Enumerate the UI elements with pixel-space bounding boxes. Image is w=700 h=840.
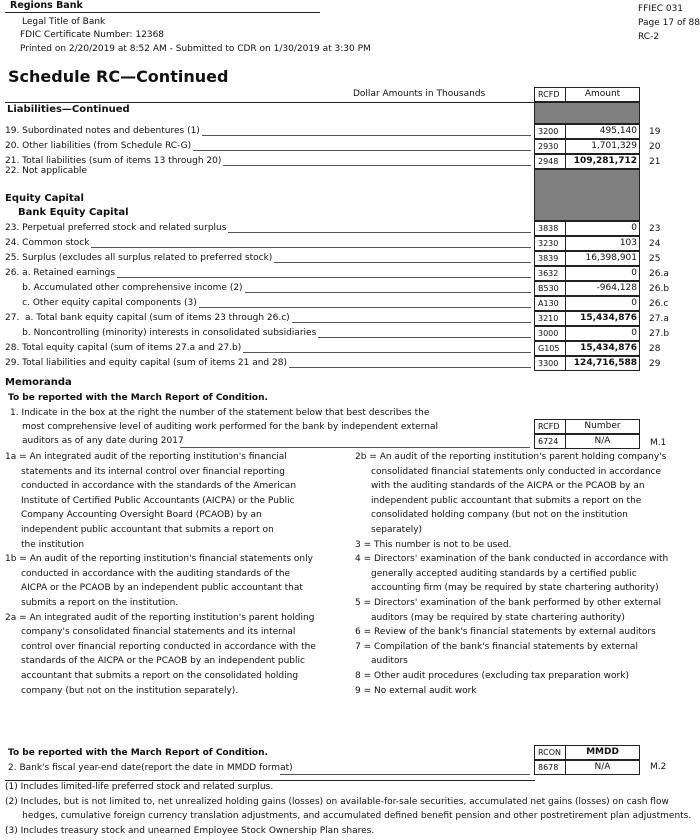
table-row: [0, 356, 700, 371]
option-text: standards of the AICPA or the PCAOB by an independent public: [21, 656, 305, 667]
option-text: company (but not on the institution separately).: [21, 685, 239, 696]
row-label: b. Noncontrolling (minority) interests in consolidated subsidiaries: [5, 328, 317, 338]
option-text: 9 = No external audit work: [355, 685, 477, 696]
table-row: [0, 139, 700, 154]
table-row: [0, 221, 700, 236]
row-line-number: 20: [649, 142, 661, 152]
m1-value-field[interactable]: N/A: [565, 434, 640, 449]
option-text: consolidated financial statements only conducted in accordance: [371, 466, 662, 477]
table-row: [0, 311, 700, 326]
audit-option: [355, 669, 668, 684]
row-label: 29. Total liabilities and equity capital (sum of items 21 and 28): [5, 358, 287, 368]
row-amount[interactable]: 15,434,876: [565, 341, 640, 356]
row-code: 3200: [534, 124, 566, 139]
row-label: 23. Perpetual preferred stock and related surplus: [5, 223, 227, 233]
row-amount[interactable]: 0: [565, 296, 640, 311]
option-text: Company Accounting Oversight Board (PCAOB) by an: [21, 510, 262, 521]
row-line-number: 26.a: [649, 269, 669, 279]
option-text: conducted in accordance with the standards of the American: [21, 481, 297, 492]
legal-title-label: Legal Title of Bank: [22, 17, 106, 27]
row-code: 3632: [534, 266, 566, 281]
table-row: [0, 281, 700, 296]
page-number: Page 17 of 88: [638, 18, 700, 28]
item1-line: most comprehensive level of auditing work performed for the bank by independent external: [22, 422, 438, 432]
item2-label: 2. Bank's fiscal year-end date(report the date in MMDD format): [8, 763, 293, 773]
item1-line: 1. Indicate in the box at the right the number of the statement below that best describes the: [10, 408, 430, 418]
option-text: 6 = Review of the bank's financial statements by external auditors: [355, 627, 656, 638]
memoranda-heading: Memoranda: [5, 377, 72, 388]
footnote: (2) Includes, but is not limited to, net unrealized holding gains (losses) on available-for-sale securities, accumulated net gains (losses) on cash flow: [5, 797, 669, 807]
footnote-rule: [5, 780, 535, 781]
row-code: 2948: [534, 154, 566, 169]
leader-line: [280, 774, 530, 775]
option-text: 3 = This number is not to be used.: [355, 539, 512, 550]
option-text: control over financial reporting conducted in accordance with the: [21, 641, 316, 652]
option-text: generally accepted auditing standards by a certified public: [371, 568, 637, 579]
item-22: 22. Not applicable: [5, 166, 87, 176]
option-text: 2a = An integrated audit of the reporting institution's parent holding: [5, 612, 315, 623]
option-text: 1a = An integrated audit of the reporting institution's financial: [5, 452, 287, 462]
row-amount[interactable]: 0: [565, 221, 640, 236]
row-code: 3838: [534, 221, 566, 236]
option-text: 8 = Other audit procedures (excluding tax preparation work): [355, 670, 629, 681]
liabilities-heading: Liabilities—Continued: [7, 104, 130, 115]
row-amount[interactable]: 109,281,712: [565, 154, 640, 169]
march-note-2: To be reported with the March Report of Condition.: [8, 748, 268, 758]
row-label: 19. Subordinated notes and debentures (1): [5, 126, 200, 136]
row-label: 20. Other liabilities (from Schedule RC-G): [5, 141, 192, 151]
row-label: b. Accumulated other comprehensive income (2): [5, 283, 243, 293]
row-label: 27. a. Total bank equity capital (sum of items 23 through 26.c): [5, 313, 290, 323]
row-label: c. Other equity capital components (3): [5, 298, 197, 308]
row-label: 21. Total liabilities (sum of items 13 through 20): [5, 156, 222, 166]
option-text: company's consolidated financial statements and its internal: [21, 627, 296, 638]
option-text: 7 = Compilation of the bank's financial statements by external: [355, 641, 638, 652]
option-text: submits a report on the institution.: [21, 597, 179, 608]
m1-code-header: RCFD: [534, 419, 566, 434]
audit-option: [355, 625, 668, 640]
table-row: [0, 124, 700, 139]
leader-line: [180, 447, 530, 448]
form-id: FFIEC 031: [638, 4, 684, 14]
audit-option: [355, 450, 668, 538]
row-label: 24. Common stock: [5, 238, 90, 248]
row-code: 3300: [534, 356, 566, 371]
row-label: 25. Surplus (excludes all surplus related to preferred stock): [5, 253, 273, 263]
audit-option: [5, 450, 316, 552]
row-code: G105: [534, 341, 566, 356]
option-text: AICPA or the PCAOB by an independent public accountant that: [21, 583, 303, 594]
row-code: B530: [534, 281, 566, 296]
option-text: 1b = An audit of the reporting institution's financial statements only: [5, 554, 313, 565]
table-row: [0, 251, 700, 266]
m1-line-number: M.1: [650, 438, 667, 448]
march-note: To be reported with the March Report of Condition.: [8, 393, 268, 403]
row-line-number: 21: [649, 157, 661, 167]
option-text: Institute of Certified Public Accountants (AICPA) or the Public: [21, 495, 295, 506]
option-text: independent public accountant that submits a report on the: [371, 495, 642, 506]
footnote: (3) Includes treasury stock and unearned Employee Stock Ownership Plan shares.: [5, 826, 375, 836]
row-amount[interactable]: 495,140: [565, 124, 640, 139]
option-text: independent public accountant that submits a report on: [21, 524, 274, 535]
m1-value-header: Number: [565, 419, 640, 434]
header-rule: [5, 102, 534, 103]
table-row: [0, 296, 700, 311]
audit-option: [5, 611, 316, 699]
row-line-number: 25: [649, 254, 661, 264]
amount-col-header: Amount: [565, 87, 640, 102]
fdic-cert: FDIC Certificate Number: 12368: [20, 30, 165, 40]
row-amount[interactable]: 0: [565, 326, 640, 341]
printed-info: Printed on 2/20/2019 at 8:52 AM - Submitted to CDR on 1/30/2019 at 3:30 PM: [20, 44, 371, 54]
rcfd-col-header: RCFD: [534, 87, 566, 102]
m2-code: 8678: [534, 760, 566, 775]
equity-heading: Equity Capital: [5, 193, 84, 204]
table-row: [0, 154, 700, 169]
audit-option: [355, 596, 668, 625]
table-row: [0, 341, 700, 356]
row-line-number: 23: [649, 224, 661, 234]
audit-options-left: [5, 450, 316, 698]
row-code: 3839: [534, 251, 566, 266]
row-amount[interactable]: 15,434,876: [565, 311, 640, 326]
schedule-code: RC-2: [638, 32, 660, 42]
row-code: A130: [534, 296, 566, 311]
row-code: 3210: [534, 311, 566, 326]
row-line-number: 26.c: [649, 299, 669, 309]
row-line-number: 26.b: [649, 284, 670, 294]
row-code: 3000: [534, 326, 566, 341]
bank-name-underline: [5, 12, 320, 13]
dollar-amounts-label: Dollar Amounts in Thousands: [353, 89, 486, 99]
audit-option: [355, 552, 668, 596]
option-text: with the auditing standards of the AICPA or the PCAOB by an: [371, 481, 645, 492]
bank-name: Regions Bank: [10, 0, 83, 11]
footnote: (1) Includes limited-life preferred stock and related surplus.: [5, 782, 274, 792]
option-text: accountant that submits a report on the consolidated holding: [21, 670, 299, 681]
m2-line-number: M.2: [650, 762, 667, 772]
row-amount[interactable]: 16,398,901: [565, 251, 640, 266]
row-amount[interactable]: 1,701,329: [565, 139, 640, 154]
m2-code-header: RCON: [534, 745, 566, 760]
row-amount[interactable]: -964,128: [565, 281, 640, 296]
shaded-cell: [534, 102, 640, 124]
option-text: statements and its internal control over financial reporting: [21, 466, 285, 477]
row-amount[interactable]: 0: [565, 266, 640, 281]
item1-line: auditors as of any date during 2017: [22, 436, 184, 446]
row-amount[interactable]: 103: [565, 236, 640, 251]
footnote: hedges, cumulative foreign currency translation adjustments, and accumulated defined benefit pension and other postretirement plan adjustments.: [5, 811, 692, 821]
row-line-number: 24: [649, 239, 661, 249]
audit-option: [355, 640, 668, 669]
page-title: Schedule RC—Continued: [8, 67, 229, 86]
option-text: 5 = Directors' examination of the bank performed by other external: [355, 597, 661, 608]
m1-code: 6724: [534, 434, 566, 449]
row-line-number: 19: [649, 127, 661, 137]
row-label: 28. Total equity capital (sum of items 27.a and 27.b): [5, 343, 242, 353]
table-row: [0, 326, 700, 341]
option-text: accounting firm (may be required by state chartering authority): [371, 583, 659, 594]
row-amount[interactable]: 124,716,588: [565, 356, 640, 371]
option-text: auditors (may be required by state chartering authority): [371, 612, 625, 623]
option-text: auditors: [371, 656, 408, 667]
m2-value-field[interactable]: N/A: [565, 760, 640, 775]
row-code: 3230: [534, 236, 566, 251]
option-text: the institution: [21, 539, 85, 550]
table-row: [0, 266, 700, 281]
audit-options-right: [355, 450, 668, 698]
audit-option: [355, 684, 668, 699]
row-code: 2930: [534, 139, 566, 154]
table-row: [0, 236, 700, 251]
row-line-number: 29: [649, 359, 661, 369]
row-line-number: 27.a: [649, 314, 669, 324]
bank-equity-heading: Bank Equity Capital: [18, 207, 129, 218]
option-text: conducted in accordance with the auditing standards of the: [21, 568, 291, 579]
m2-value-header: MMDD: [565, 745, 640, 760]
option-text: consolidated holding company (but not on the institution: [371, 510, 628, 521]
audit-option: [355, 538, 668, 553]
row-line-number: 28: [649, 344, 661, 354]
option-text: 4 = Directors' examination of the bank conducted in accordance with: [355, 554, 669, 565]
shaded-cell: [534, 169, 640, 221]
option-text: 2b = An audit of the reporting institution's parent holding company's: [355, 452, 667, 462]
row-label: 26. a. Retained earnings: [5, 268, 116, 278]
row-line-number: 27.b: [649, 329, 670, 339]
option-text: separately): [371, 524, 423, 535]
audit-option: [5, 552, 316, 610]
